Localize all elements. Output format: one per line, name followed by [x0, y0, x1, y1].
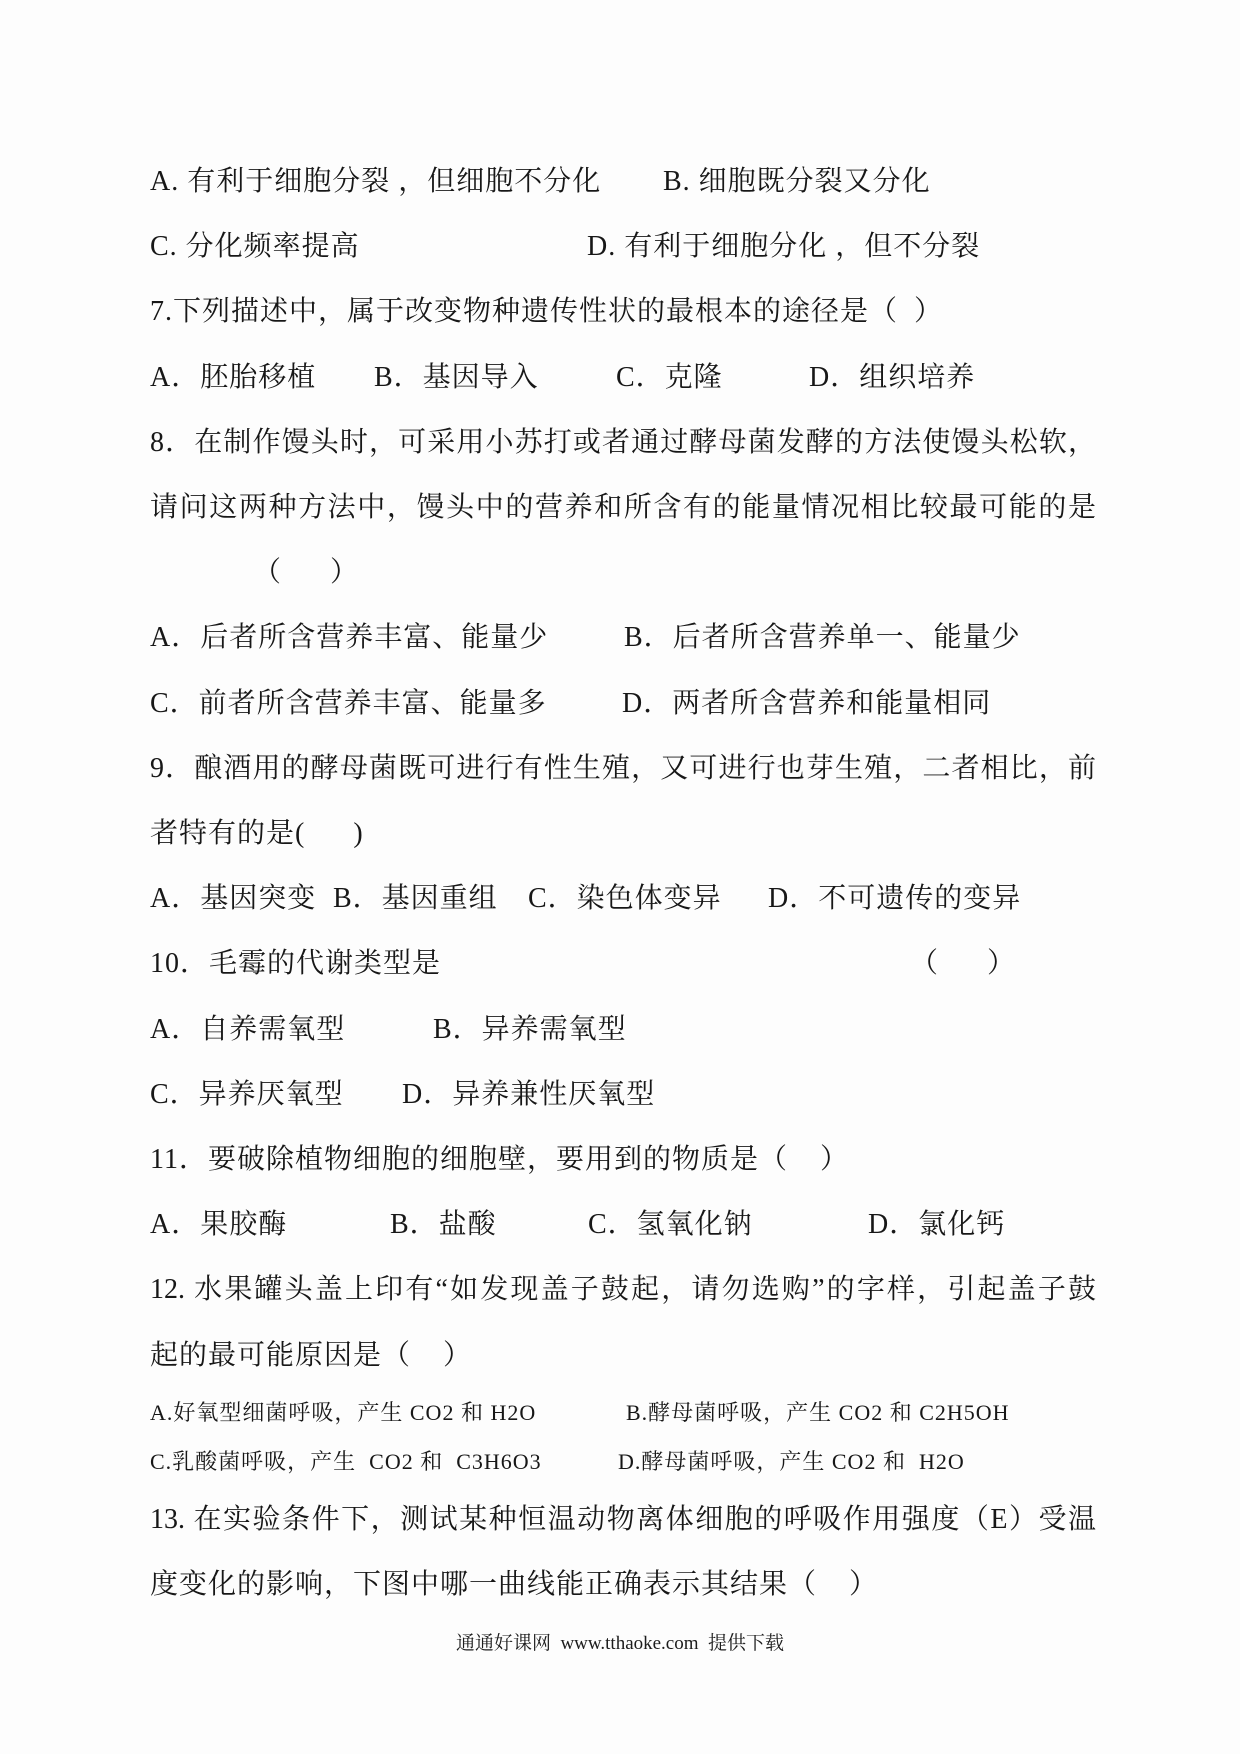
q10-option-a: A．自养需氧型: [150, 1014, 346, 1045]
q10-option-b: B．异养需氧型: [433, 1014, 627, 1045]
q8-answer-blank: （ ）: [253, 557, 360, 588]
q8-option-b: B．后者所含营养单一、能量少: [624, 622, 1021, 653]
q8-option-a: A．后者所含营养丰富、能量少: [150, 622, 549, 653]
q7-option-b: B．基因导入: [374, 362, 539, 393]
q11-option-d: D．氯化钙: [868, 1209, 1006, 1240]
q8-option-c: C．前者所含营养丰富、能量多: [150, 688, 547, 719]
q8-stem-line-1: 8．在制作馒头时，可采用小苏打或者通过酵母菌发酵的方法使馒头松软，: [150, 427, 1096, 458]
q9-option-d: D．不可遗传的变异: [768, 883, 1022, 914]
q12-option-b: B.酵母菌呼吸，产生 CO2 和 C2H5OH: [626, 1400, 1010, 1425]
q6-option-d: D. 有利于细胞分化 ，但不分裂: [587, 231, 981, 262]
q6-option-c: C. 分化频率提高: [150, 231, 360, 262]
q7-stem: 7.下列描述中，属于改变物种遗传性状的最根本的途径是（ ）: [150, 296, 944, 327]
footer-credit: 通通好课网 www.tthaoke.com 提供下载: [455, 1633, 785, 1654]
q7-option-d: D．组织培养: [809, 362, 976, 393]
q11-stem: 11．要破除植物细胞的细胞壁，要用到的物质是（ ）: [150, 1144, 849, 1175]
q12-stem-line-1: 12. 水果罐头盖上印有“如发现盖子鼓起，请勿选购”的字样，引起盖子鼓: [150, 1274, 1096, 1305]
q9-option-c: C．染色体变异: [528, 883, 722, 914]
q11-option-b: B．盐酸: [390, 1209, 497, 1240]
q10-option-c: C．异养厌氧型: [150, 1079, 344, 1110]
q10-answer-blank: （ ）: [910, 948, 1017, 979]
q12-option-a: A.好氧型细菌呼吸，产生 CO2 和 H2O: [150, 1400, 537, 1425]
q13-stem-line-1: 13. 在实验条件下，测试某种恒温动物离体细胞的呼吸作用强度（E）受温: [150, 1504, 1096, 1535]
q11-option-a: A．果胶酶: [150, 1209, 288, 1240]
q7-option-c: C．克隆: [616, 362, 723, 393]
q11-option-c: C．氢氧化钠: [588, 1209, 753, 1240]
q13-stem-line-2: 度变化的影响，下图中哪一曲线能正确表示其结果（ ）: [150, 1569, 879, 1600]
q8-option-d: D．两者所含营养和能量相同: [622, 688, 992, 719]
q9-option-b: B．基因重组: [333, 883, 498, 914]
q9-option-a: A．基因突变: [150, 883, 317, 914]
q6-option-a: A. 有利于细胞分裂 ，但细胞不分化: [150, 166, 602, 197]
q8-stem-line-2: 请问这两种方法中，馒头中的营养和所含有的能量情况相比较最可能的是: [150, 492, 1096, 523]
q10-option-d: D．异养兼性厌氧型: [402, 1079, 656, 1110]
q6-option-b: B. 细胞既分裂又分化: [663, 166, 931, 197]
q10-stem: 10．毛霉的代谢类型是: [150, 948, 442, 979]
q12-stem-line-2: 起的最可能原因是（ ）: [150, 1340, 473, 1371]
q7-option-a: A．胚胎移植: [150, 362, 317, 393]
q9-stem-line-1: 9．酿酒用的酵母菌既可进行有性生殖，又可进行也芽生殖，二者相比，前: [150, 753, 1096, 784]
q12-option-c: C.乳酸菌呼吸，产生 CO2 和 C3H6O3: [150, 1449, 542, 1474]
q12-option-d: D.酵母菌呼吸，产生 CO2 和 H2O: [618, 1449, 965, 1474]
q9-stem-line-2: 者特有的是( ): [150, 818, 364, 849]
